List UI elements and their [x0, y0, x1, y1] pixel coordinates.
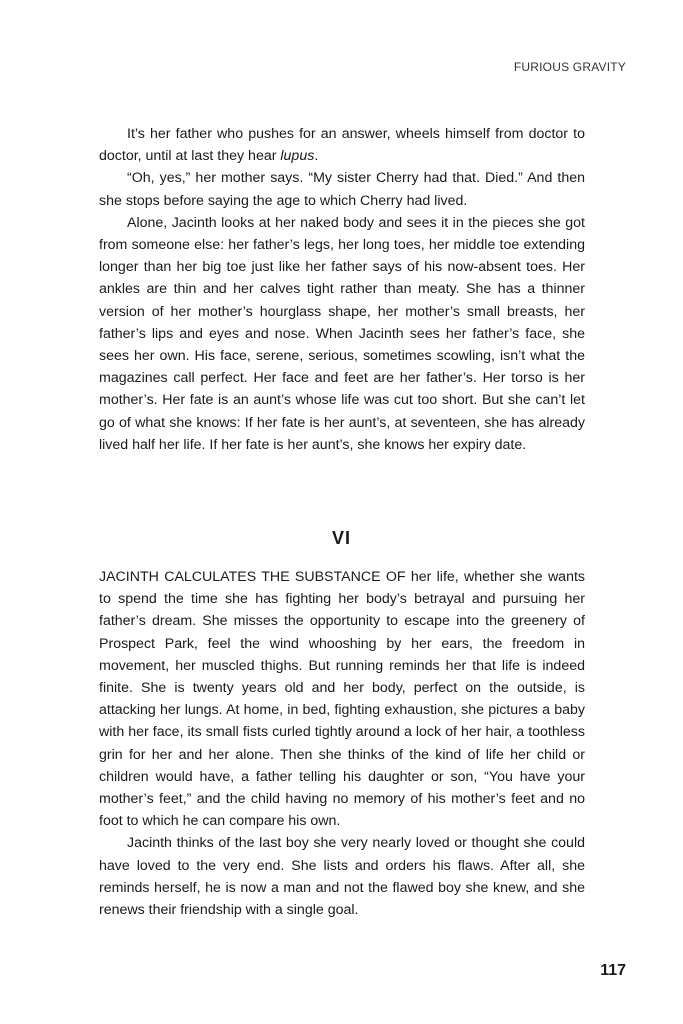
paragraph-text: her life, whether she wants to spend the time she has fighting her body’s betrayal and pursuing her father’s dream. She misses the opportunity to escape into the greenery of Prospect Park, feel the wind whooshing by her ears, the freedom in movement, her muscled thighs. But running reminds her that life is indeed finite. She is twenty years old and her body, perfect on the outside, is attacking her lungs. At home, in bed, fighting exhaustion, she pictures a baby with her face, its small fists curled tightly around a lock of her hair, a toothless grin for her and her alone. Then she thinks of the kind of life her child or children would have, a father telling his daughter or son, “You have your mother’s feet,” and the child having no memory of his mother’s feet and no foot to which he can compare his own.	[99, 569, 586, 830]
section-2-body	[99, 566, 585, 921]
paragraph	[99, 123, 585, 167]
lead-in-caps: JACINTH CALCULATES THE SUBSTANCE OF	[99, 569, 406, 585]
paragraph: Jacinth thinks of the last boy she very nearly loved or thought she could have loved to the very end. She lists and orders his flaws. After all, she reminds herself, he is now a man and not the flawed boy she knew, and she renews their friendship with a single goal.	[99, 835, 585, 919]
paragraph	[99, 566, 585, 832]
running-head: FURIOUS GRAVITY	[513, 60, 626, 74]
paragraph: “Oh, yes,” her mother says. “My sister Cherry had that. Died.” And then she stops before saying the age to which Cherry had lived.	[99, 170, 585, 209]
paragraph-text: .	[314, 148, 319, 165]
section-1-body	[99, 123, 585, 456]
italic-term: lupus	[280, 148, 315, 165]
page-number: 117	[600, 962, 626, 979]
paragraph: Alone, Jacinth looks at her naked body and sees it in the pieces she got from someone else: her father’s legs, her long toes, her middle toe extending longer than her big toe just like her father says of his now-absent toes. Her ankles are thin and her calves tight rather than meaty. She has a thinner version of her mother’s hourglass shape, her mother’s small breasts, her father’s lips and eyes and nose. When Jacinth sees her father’s face, she sees her own. His face, serene, serious, sometimes scowling, isn’t what the magazines call perfect. Her face and feet are her father’s. Her torso is her mother’s. Her fate is an aunt’s whose life was cut too short. But she can’t let go of what she knows: If her fate is her aunt’s, at seventeen, she has already lived half her life. If her fate is her aunt’s, she knows her expiry date.	[99, 214, 585, 453]
section-heading: VI	[331, 528, 351, 548]
paragraph-text: It’s her father who pushes for an answer, wheels himself from doctor to doctor, until at last they hear	[99, 126, 585, 165]
